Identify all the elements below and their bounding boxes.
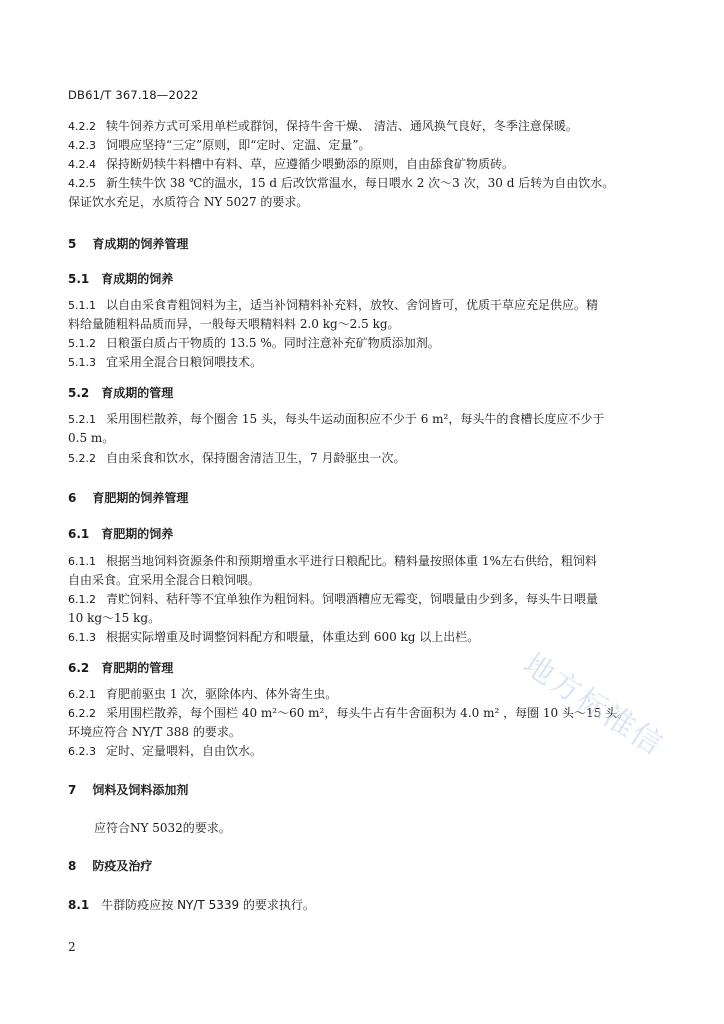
page-number: 2 [68, 940, 76, 954]
section-6-heading: 6 育肥期的饲养管理 [68, 491, 189, 505]
clause-6-1-3: 6.1.3 根据实际增重及时调整饲料配方和喂量，体重达到 600 kg 以上出栏。 [68, 630, 480, 644]
section-5-heading: 5 育成期的饲养管理 [68, 237, 189, 251]
clause-5-1-2: 5.1.2 日粮蛋白质占干物质的 13.5 %。同时注意补充矿物质添加剂。 [68, 336, 440, 350]
clause-6-1-2: 6.1.2 青贮饲料、秸秆等不宜单独作为粗饲料。饲喂酒糟应无霉变，饲喂量由少到多，每头牛日喂量 [68, 592, 599, 606]
watermark-text: 地方标准信 [516, 646, 670, 764]
clause-6-1-2-cont: 10 kg～15 kg。 [68, 611, 161, 625]
clause-6-2-3: 6.2.3 定时、定量喂料，自由饮水。 [68, 744, 263, 758]
clause-6-1-1: 6.1.1 根据当地饲料资源条件和预期增重水平进行日粮配比。精料量按照体重 1%左右供给，粗饲料 [68, 554, 597, 568]
clause-5-1-1-cont: 料给量随粗料品质而异，一般每天喂精料料 2.0 kg～2.5 kg。 [68, 317, 400, 331]
document-code: DB61/T 367.18—2022 [68, 88, 199, 102]
clause-5-1-3: 5.1.3 宜采用全混合日粮饲喂技术。 [68, 355, 263, 369]
section-6-2-heading: 6.2 育肥期的管理 [68, 661, 174, 675]
section-5-2-heading: 5.2 育成期的管理 [68, 386, 174, 400]
section-7-heading: 7 饲料及饲料添加剂 [68, 783, 189, 797]
clause-4-2-2: 4.2.2 犊牛饲养方式可采用单栏或群饲，保持牛舍干燥、 清洁、通风换气良好，冬季注意保暖。 [68, 119, 578, 133]
clause-6-2-2-cont: 环境应符合 NY/T 388 的要求。 [68, 725, 241, 739]
clause-4-2-5: 4.2.5 新生犊牛饮 38 ℃的温水，15 d 后改饮常温水，每日喂水 2 次～3 次，30 d 后转为自由饮水。 [68, 176, 615, 190]
clause-4-2-4: 4.2.4 保持断奶犊牛料槽中有料、草，应遵循少喂勤添的原则，自由舔食矿物质砖。 [68, 157, 515, 171]
clause-8-1: 8.1 牛群防疫应按 NY/T 5339 的要求执行。 [68, 898, 315, 912]
section-6-1-heading: 6.1 育肥期的饲养 [68, 527, 174, 541]
clause-5-1-1: 5.1.1 以自由采食青粗饲料为主，适当补饲精料补充料，放牧、舍饲皆可，优质干草应充足供应。精 [68, 298, 599, 312]
clause-6-2-1: 6.2.1 育肥前驱虫 1 次，驱除体内、体外寄生虫。 [68, 687, 338, 701]
section-7-body: 应符合NY 5032的要求。 [94, 821, 231, 835]
clause-6-2-2: 6.2.2 采用围栏散养，每个围栏 40 m²～60 m²，每头牛占有牛舍面积为 4.0 m² ，每圈 10 头～15 头。 [68, 706, 630, 720]
clause-4-2-3: 4.2.3 饲喂应坚持“三定”原则，即“定时、定温、定量”。 [68, 138, 371, 152]
clause-6-1-1-cont: 自由采食。宜采用全混合日粮饲喂。 [68, 573, 261, 587]
clause-4-2-5-cont: 保证饮水充足，水质符合 NY 5027 的要求。 [68, 195, 309, 209]
clause-5-2-1-cont: 0.5 m。 [68, 431, 115, 445]
section-8-heading: 8 防疫及治疗 [68, 859, 153, 873]
clause-5-2-2: 5.2.2 自由采食和饮水，保持圈舍清洁卫生，7 月龄驱虫一次。 [68, 451, 406, 465]
clause-5-2-1: 5.2.1 采用围栏散养，每个圈舍 15 头，每头牛运动面积应不少于 6 m²，每头牛的食槽长度应不少于 [68, 412, 605, 426]
section-5-1-heading: 5.1 育成期的饲养 [68, 272, 174, 286]
